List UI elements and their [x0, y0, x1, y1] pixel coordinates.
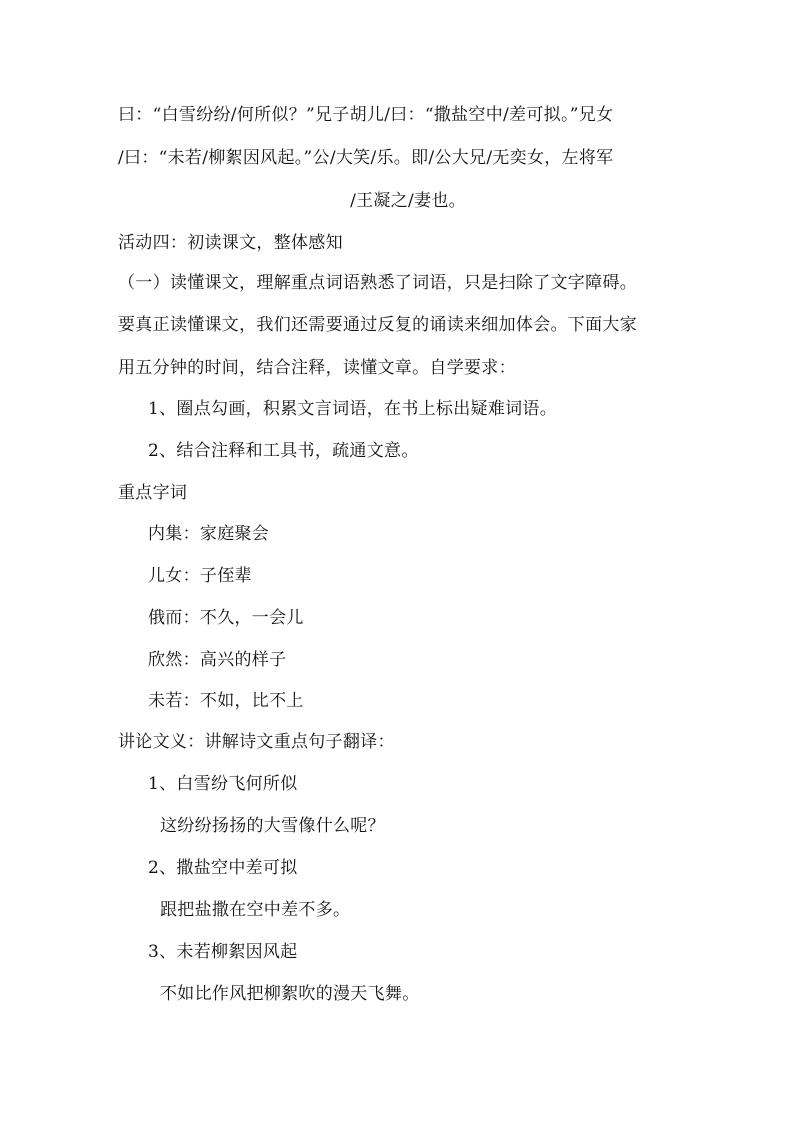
text-line: 曰：“白雪纷纷/何所似？”兄子胡儿/曰：“撒盐空中/差可拟。”兄女	[118, 105, 614, 125]
translation-line: 跟把盐撒在空中差不多。	[160, 900, 351, 920]
text-line: （一）读懂课文，理解重点词语熟悉了词语，只是扫除了文字障碍。	[118, 273, 637, 293]
list-item: 2、结合注释和工具书，疏通文意。	[148, 441, 419, 461]
vocab-item: 欣然：高兴的样子	[148, 650, 287, 670]
text-line: /王凝之/妻也。	[350, 191, 466, 211]
list-item: 1、白雪纷飞何所似	[148, 774, 298, 794]
vocab-item: 儿女：子侄辈	[148, 566, 252, 586]
list-item: 2、撒盐空中差可拟	[148, 858, 298, 878]
section-heading: 重点字词	[118, 483, 188, 503]
translation-line: 这纷纷扬扬的大雪像什么呢？	[160, 816, 385, 836]
vocab-item: 内集：家庭聚会	[148, 524, 270, 544]
vocab-item: 未若：不如，比不上	[148, 691, 304, 711]
vocab-item: 俄而：不久，一会儿	[148, 608, 304, 628]
list-item: 1、圈点勾画，积累文言词语，在书上标出疑难词语。	[148, 399, 558, 419]
list-item: 3、未若柳絮因风起	[148, 942, 298, 962]
section-heading: 活动四：初读课文，整体感知	[118, 233, 343, 253]
text-line: /曰：“未若/柳絮因风起。”公/大笑/乐。即/公大兄/无奕女，左将军	[118, 148, 614, 168]
text-line: 要真正读懂课文，我们还需要通过反复的诵读来细加体会。下面大家	[118, 315, 637, 335]
translation-line: 不如比作风把柳絮吹的漫天飞舞。	[160, 984, 420, 1004]
section-heading: 讲论文义：讲解诗文重点句子翻译：	[118, 732, 395, 752]
text-line: 用五分钟的时间，结合注释，读懂文章。自学要求：	[118, 358, 516, 378]
